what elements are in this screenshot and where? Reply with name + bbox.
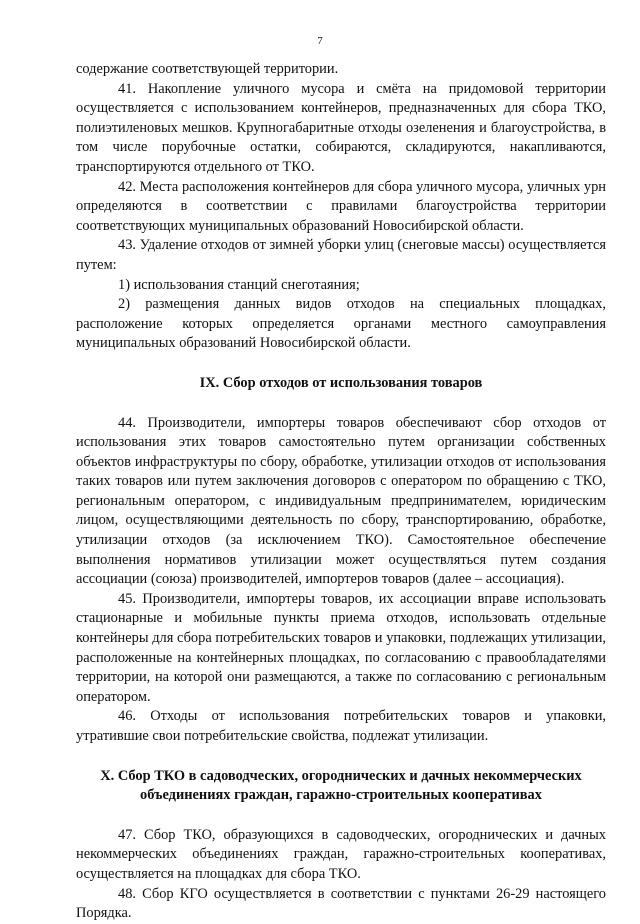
paragraph-48: 48. Сбор КГО осуществляется в соответствии с пунктами 26-29 настоящего Порядка.: [76, 885, 606, 922]
section-10-heading-line-1: X. Сбор ТКО в садоводческих, огороднических и дачных некоммерческих: [100, 767, 582, 784]
paragraph-44: 44. Производители, импортеры товаров обеспечивают сбор отходов от использования этих товаров самостоятельно путем организации собственных объектов инфраструктуры по сбору, обработке, утилизации отходов от использования таких товаров или путем заключения договоров с оператором по обращению с ТКО, региональным оператором, с индивидуальным предпринимателем, юридическим лицом, осуществляющими деятельность по сбору, транспортированию, обработке, утилизации отходов (за исключением ТКО). Самостоятельное обеспечение выполнения нормативов утилизации может осуществляться путем создания ассоциации (союза) производителей, импортеров товаров (далее – ассоциация).: [76, 414, 606, 588]
paragraph-47: 47. Сбор ТКО, образующихся в садоводческих, огороднических и дачных некоммерческих объединениях граждан, гаражно-строительных кооперативах, осуществляется на площадках для сбора ТКО.: [76, 826, 606, 882]
paragraph-43-item-1: 1) использования станций снеготаяния;: [118, 276, 360, 293]
section-10-heading-line-2: объединениях граждан, гаражно-строительных кооперативах: [140, 787, 542, 804]
paragraph-45: 45. Производители, импортеры товаров, их ассоциации вправе использовать стационарные и мобильные пункты приема отходов, использовать отдельные контейнеры для сбора потребительских товаров и упаковки, подлежащих утилизации, расположенные на контейнерных площадках, по согласованию с правообладателями территории, на которой они размещаются, а также по согласованию с региональным оператором.: [76, 590, 606, 705]
document-body: [76, 60, 606, 924]
section-9-heading: IX. Сбор отходов от использования товаров: [199, 374, 483, 391]
paragraph-43: 43. Удаление отходов от зимней уборки улиц (снеговые массы) осуществляется путем:: [76, 237, 606, 273]
paragraph-46: 46. Отходы от использования потребительских товаров и упаковки, утратившие свои потребительские свойства, подлежат утилизации.: [76, 708, 606, 744]
paragraph-42: 42. Места расположения контейнеров для сбора уличного мусора, уличных урн определяются в соответствии с правилами благоустройства территории соответствующих муниципальных образований Новосибирской области.: [76, 178, 606, 234]
paragraph-41: 41. Накопление уличного мусора и смёта на придомовой территории осуществляется с использованием контейнеров, предназначенных для сбора ТКО, полиэтиленовых мешков. Крупногабаритные отходы озеленения и благоустройства, в том числе порубочные остатки, собираются, складируются, накапливаются, транспортируются отдельного от ТКО.: [76, 80, 606, 175]
page-number: 7: [317, 35, 323, 47]
paragraph-43-item-2: 2) размещения данных видов отходов на специальных площадках, расположение которых определяется органами местного самоуправления муниципальных образований Новосибирской области.: [76, 296, 606, 352]
paragraph-continuation: содержание соответствующей территории.: [76, 61, 339, 77]
